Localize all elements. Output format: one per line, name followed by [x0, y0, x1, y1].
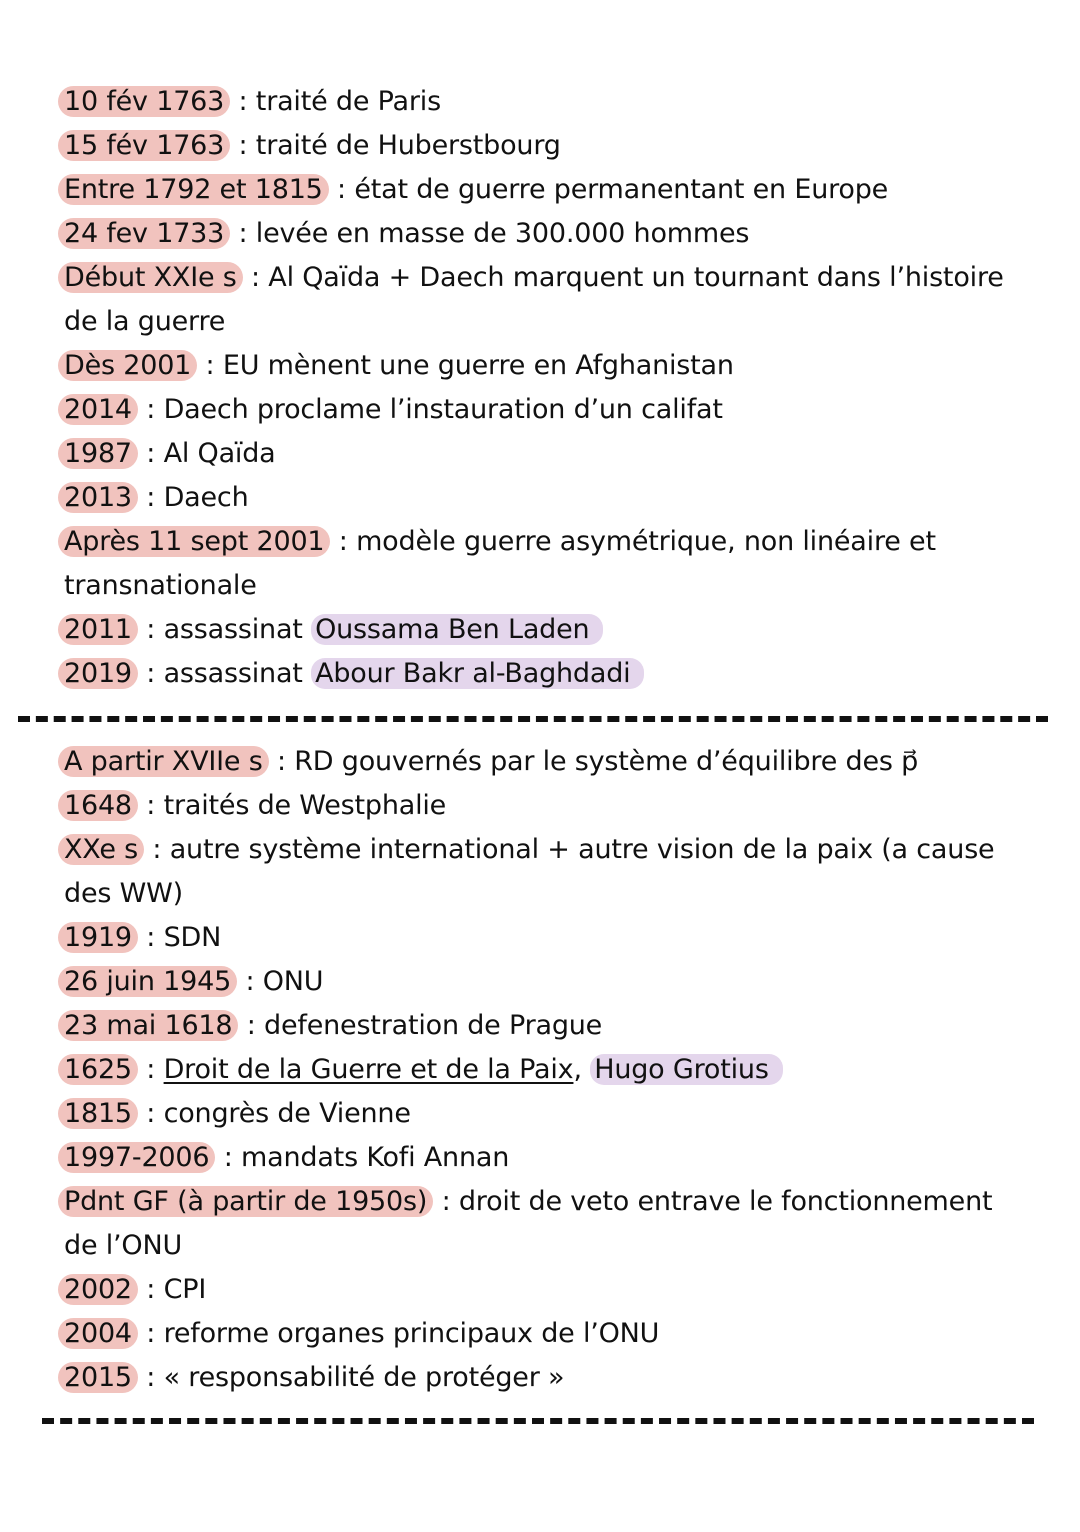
entry-text: : autre système international + autre vision de la paix (a cause des WW) [64, 834, 995, 909]
date-highlight: 2002 [58, 1274, 138, 1305]
timeline-entry [64, 1356, 1024, 1400]
timeline-entry [64, 124, 1024, 168]
timeline-entry [64, 1180, 1024, 1268]
timeline-entry [64, 1092, 1024, 1136]
entry-separator: , [573, 1054, 591, 1085]
timeline-entry [64, 960, 1024, 1004]
entry-text: : assassinat [137, 658, 312, 689]
entry-text: : Al Qaïda + Daech marquent un tournant dans l’histoire de la guerre [64, 262, 1004, 337]
timeline-entry [64, 432, 1024, 476]
entry-text: : Daech proclame l’instauration d’un califat [137, 394, 723, 425]
entry-text: : defenestration de Prague [238, 1010, 603, 1041]
entry-text: : assassinat [137, 614, 312, 645]
timeline-entry [64, 1268, 1024, 1312]
date-highlight: 1987 [58, 438, 138, 469]
entry-text: : SDN [137, 922, 222, 953]
timeline-section-wars [64, 80, 1024, 696]
date-highlight: 1997-2006 [58, 1142, 215, 1173]
timeline-entry [64, 344, 1024, 388]
entry-text: : reforme organes principaux de l’ONU [137, 1318, 660, 1349]
date-highlight: 15 fév 1763 [58, 130, 230, 161]
entry-text: : [137, 1054, 164, 1085]
entry-text: : « responsabilité de protéger » [137, 1362, 565, 1393]
entry-text: : traité de Paris [230, 86, 441, 117]
entry-text: : état de guerre permanentant en Europe [328, 174, 889, 205]
book-title: Droit de la Guerre et de la Paix [163, 1054, 574, 1085]
timeline-entry [64, 916, 1024, 960]
date-highlight: 2004 [58, 1318, 138, 1349]
timeline-entry [64, 1312, 1024, 1356]
entry-text: : Al Qaïda [137, 438, 276, 469]
person-highlight: Abour Bakr al-Baghdadi [311, 658, 644, 689]
entry-text: : EU mènent une guerre en Afghanistan [197, 350, 734, 381]
date-highlight: 24 fev 1733 [58, 218, 230, 249]
date-highlight: Après 11 sept 2001 [58, 526, 330, 557]
date-highlight: 2014 [58, 394, 138, 425]
date-highlight: Dès 2001 [58, 350, 197, 381]
date-highlight: 2011 [58, 614, 138, 645]
timeline-entry [64, 1004, 1024, 1048]
timeline-entry [64, 740, 1024, 784]
timeline-entry [64, 256, 1024, 344]
timeline-entry [64, 652, 1024, 696]
timeline-entry [64, 212, 1024, 256]
date-highlight: 2013 [58, 482, 138, 513]
entry-text: : mandats Kofi Annan [215, 1142, 510, 1173]
date-highlight: 1625 [58, 1054, 138, 1085]
timeline-section-peace [64, 740, 1024, 1400]
timeline-entry [64, 388, 1024, 432]
date-highlight: 10 fév 1763 [58, 86, 230, 117]
person-highlight: Hugo Grotius [590, 1054, 782, 1085]
entry-text: : traité de Huberstbourg [230, 130, 561, 161]
timeline-entry [64, 168, 1024, 212]
date-highlight: Entre 1792 et 1815 [58, 174, 329, 205]
date-highlight: XXe s [58, 834, 144, 865]
timeline-entry [64, 1048, 1024, 1092]
entry-text: : ONU [237, 966, 324, 997]
entry-text: : RD gouvernés par le système d’équilibre des p⃗ [268, 746, 919, 777]
entry-text: : droit de veto entrave le fonctionnement de l’ONU [64, 1186, 993, 1261]
timeline-entry [64, 80, 1024, 124]
timeline-entry [64, 608, 1024, 652]
timeline-entry [64, 1136, 1024, 1180]
date-highlight: Pdnt GF (à partir de 1950s) [58, 1186, 433, 1217]
entry-text: : levée en masse de 300.000 hommes [230, 218, 750, 249]
entry-text: : traités de Westphalie [137, 790, 447, 821]
date-highlight: 23 mai 1618 [58, 1010, 238, 1041]
date-highlight: 1815 [58, 1098, 138, 1129]
entry-text: : Daech [137, 482, 249, 513]
entry-text: : CPI [137, 1274, 207, 1305]
date-highlight: A partir XVIIe s [58, 746, 269, 777]
timeline-entry [64, 784, 1024, 828]
date-highlight: 26 juin 1945 [58, 966, 237, 997]
entry-text: : congrès de Vienne [137, 1098, 411, 1129]
timeline-entry [64, 520, 1024, 608]
timeline-entry [64, 476, 1024, 520]
date-highlight: 2019 [58, 658, 138, 689]
date-highlight: 1648 [58, 790, 138, 821]
date-highlight: 1919 [58, 922, 138, 953]
timeline-entry [64, 828, 1024, 916]
entry-text: : modèle guerre asymétrique, non linéaire et transnationale [64, 526, 936, 601]
person-highlight: Oussama Ben Laden [311, 614, 603, 645]
date-highlight: Début XXIe s [58, 262, 243, 293]
dashed-divider [42, 1418, 1034, 1424]
date-highlight: 2015 [58, 1362, 138, 1393]
dashed-divider [18, 716, 1048, 722]
